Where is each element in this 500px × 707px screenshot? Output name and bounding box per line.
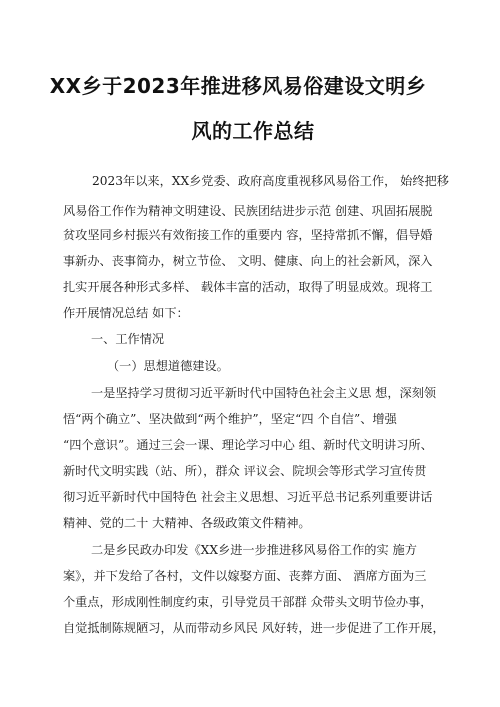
section-heading: 一、工作情况 (91, 332, 165, 346)
body-line-10: 悟“两个确立”、坚决做到“两个维护”，坚定“四 个自信”、增强 (63, 412, 397, 426)
subsection-heading: （一）思想道德建设。 (107, 359, 229, 373)
body-line-16: 案》，并下发给了各村，文件以嫁娶方面、丧葬方面、 酒席方面为三 (63, 569, 427, 583)
body-line-18: 自觉抵制陈规陋习，从而带动乡风民 风好转，进一步促进了工作开展， (63, 621, 445, 635)
document-title-line-2: 风的工作总结 (191, 119, 315, 143)
body-line-15: 二是乡民政办印发《XX乡进一步推进移风易俗工作的实 施方 (91, 543, 417, 557)
body-line-9: 一是坚持学习贯彻习近平新时代中国特色社会主义思 想，深刻领 (91, 386, 437, 400)
body-line-14: 精神、党的二十 大精神、各级政策文件精神。 (63, 516, 311, 530)
body-line-13: 彻习近平新时代中国特色 社会主义思想、习近平总书记系列重要讲话 (63, 490, 433, 504)
body-line-3: 贫攻坚同乡村振兴有效衔接工作的重要内 容，坚持常抓不懈，倡导婚 (63, 228, 433, 242)
body-line-2: 风易俗工作作为精神文明建设、民族团结进步示范 创建、巩固拓展脱 (63, 204, 433, 218)
body-line-17: 个重点，形成刚性制度约束，引导党员干部群 众带头文明节俭办事， (63, 595, 433, 609)
document-title-line-1: XX乡于2023年推进移风易俗建设文明乡 (49, 74, 427, 98)
body-line-11: “四个意识”。通过三会一课、理论学习中心 组、新时代文明讲习所、 (63, 438, 433, 452)
body-line-6: 作开展情况总结 如下： (63, 306, 189, 320)
body-line-4: 事新办、丧事简办，树立节俭、 文明、健康、向上的社会新风，深入 (63, 254, 433, 268)
body-line-1: 2023年以来，XX乡党委、政府高度重视移风易俗工作， 始终把移 (92, 174, 449, 188)
body-line-12: 新时代文明实践（站、所），群众 评议会、院坝会等形式学习宣传贯 (63, 464, 427, 478)
body-line-5: 扎实开展各种形式多样、 载体丰富的活动，取得了明显成效。现将工 (63, 280, 433, 294)
